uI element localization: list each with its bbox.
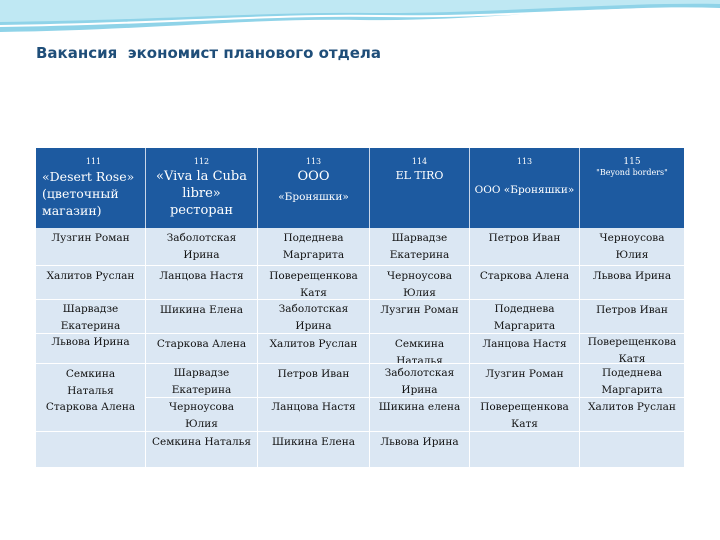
table-cell: Ланцова Настя bbox=[258, 398, 370, 432]
table-cell: Шикина Елена bbox=[258, 432, 370, 468]
header-company-name: ООО bbox=[297, 169, 330, 184]
header-company-name: «Viva la Cuba libre» ресторан bbox=[156, 169, 247, 218]
table-cell: Заболотская Ирина bbox=[370, 364, 470, 398]
slide-title: Вакансия экономист планового отдела bbox=[36, 44, 382, 62]
table-cell bbox=[36, 432, 146, 468]
table-cell: Черноусова Юлия bbox=[580, 228, 684, 266]
header-number: 113 bbox=[305, 157, 322, 166]
table-cell: Ланцова Настя bbox=[146, 266, 258, 300]
table-cell: Шарвадзе Екатерина bbox=[36, 300, 146, 334]
header-number: 114 bbox=[411, 157, 428, 166]
table-cell: Петров Иван bbox=[470, 228, 580, 266]
table-cell: Шарвадзе Екатерина bbox=[146, 364, 258, 398]
table-cell: Шикина Елена bbox=[146, 300, 258, 334]
table-cell: Лузгин Роман bbox=[36, 228, 146, 266]
table-cell: Халитов Руслан bbox=[580, 398, 684, 432]
table-cell: Подеднева Маргарита bbox=[470, 300, 580, 334]
table-cell: Заболотская Ирина bbox=[146, 228, 258, 266]
table-cell: Черноусова Юлия bbox=[146, 398, 258, 432]
header-cell-3 bbox=[258, 148, 370, 228]
header-company-subname: «Броняшки» bbox=[278, 191, 349, 203]
header-company-name: EL TIRO bbox=[395, 169, 444, 182]
header-number: 112 bbox=[193, 157, 210, 166]
table-cell bbox=[580, 432, 684, 468]
table-cell: Черноусова Юлия bbox=[370, 266, 470, 300]
table-cell: Поверещенкова Катя bbox=[470, 398, 580, 432]
table-cell: Заболотская Ирина bbox=[258, 300, 370, 334]
table-cell: Старкова Алена bbox=[146, 334, 258, 364]
table-cell: Шарвадзе Екатерина bbox=[370, 228, 470, 266]
table-cell: Львова Ирина bbox=[580, 266, 684, 300]
table-cell: Поверещенкова Катя bbox=[258, 266, 370, 300]
header-wave-decoration bbox=[0, 0, 720, 40]
table-cell: Халитов Руслан bbox=[258, 334, 370, 364]
table-cell: Поверещенкова Катя bbox=[580, 334, 684, 364]
header-company-name: ООО «Броняшки» bbox=[474, 184, 575, 196]
table-cell: Петров Иван bbox=[258, 364, 370, 398]
header-cell-2 bbox=[146, 148, 258, 228]
header-company-name: «Desert Rose» (цветочный магазин) bbox=[42, 169, 135, 218]
table-cell: Семкина Наталья bbox=[370, 334, 470, 364]
table-cell: Львова Ирина bbox=[36, 334, 146, 364]
table-cell: Подеднева Маргарита bbox=[258, 228, 370, 266]
header-company-name: "Beyond borders" bbox=[596, 168, 668, 177]
table-cell: Подеднева Маргарита bbox=[580, 364, 684, 398]
table-cell: Старкова Алена bbox=[470, 266, 580, 300]
header-cell-1 bbox=[36, 148, 146, 228]
table-cell: Семкина Наталья Старкова Алена bbox=[36, 364, 146, 432]
table-cell: Львова Ирина bbox=[370, 432, 470, 468]
table-cell: Халитов Руслан bbox=[36, 266, 146, 300]
header-cell-5 bbox=[470, 148, 580, 228]
header-number: 115 bbox=[623, 157, 641, 167]
header-cell-6 bbox=[580, 148, 684, 228]
header-number: 113 bbox=[516, 157, 533, 166]
table-cell bbox=[470, 432, 580, 468]
header-cell-4 bbox=[370, 148, 470, 228]
table-cell: Лузгин Роман bbox=[470, 364, 580, 398]
table-cell: Петров Иван bbox=[580, 300, 684, 334]
table-cell: Шикина елена bbox=[370, 398, 470, 432]
header-number: 111 bbox=[85, 157, 102, 166]
table-cell: Семкина Наталья bbox=[146, 432, 258, 468]
table-cell: Лузгин Роман bbox=[370, 300, 470, 334]
table-cell: Ланцова Настя bbox=[470, 334, 580, 364]
vacancy-table bbox=[36, 148, 684, 468]
